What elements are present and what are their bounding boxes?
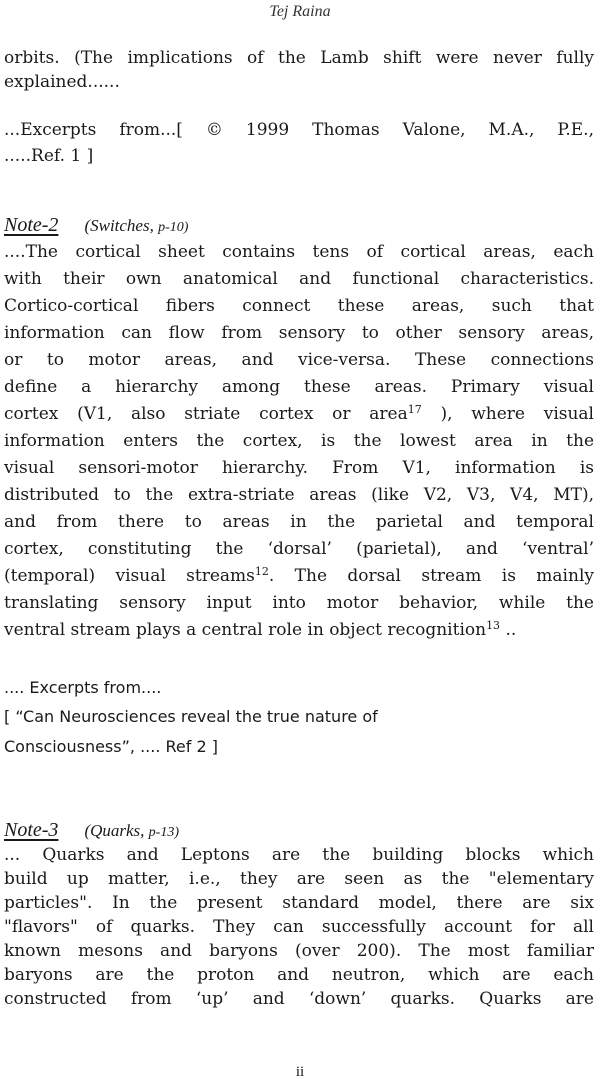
- running-header: Tej Raina: [269, 3, 331, 20]
- footnote-marker-17: 17: [407, 403, 422, 416]
- note-2-line-text: cortex (V1, also striate cortex or area: [4, 404, 408, 424]
- note-2-line: and from there to areas in the parietal and temporal: [4, 512, 594, 532]
- note-2-line: Cortico-cortical fibers connect these areas, such that: [4, 296, 594, 316]
- note-3-heading: [4, 817, 179, 846]
- note-3-label: Note-3: [4, 819, 59, 841]
- note-2-line-tail: . The dorsal stream is mainly: [268, 566, 594, 586]
- note-2-excerpt-line: .... Excerpts from....: [4, 678, 162, 697]
- note-2-line: information can flow from sensory to other sensory areas,: [4, 323, 594, 343]
- note-2-line: with their own anatomical and functional characteristics.: [4, 269, 594, 289]
- note-3-line: baryons are the proton and neutron, which are each: [4, 965, 594, 985]
- note-2-line: [4, 618, 594, 642]
- note-2-label: Note-2: [4, 214, 59, 236]
- intro-excerpt-line-2: .....Ref. 1 ]: [4, 146, 94, 166]
- intro-line-2: explained......: [4, 72, 120, 92]
- note-2-ref-word: (Switches,: [84, 216, 159, 235]
- page-number: ii: [295, 1064, 305, 1080]
- note-3-line: build up matter, i.e., they are seen as the "elementary: [4, 869, 594, 889]
- note-3-line: constructed from ‘up’ and ‘down’ quarks. Quarks are: [4, 989, 594, 1009]
- note-2-line: or to motor areas, and vice-versa. These connections: [4, 350, 594, 370]
- note-3-ref-word: (Quarks,: [84, 821, 149, 840]
- intro-line-1: orbits. (The implications of the Lamb shift were never fully: [4, 48, 594, 68]
- note-2-reference: [84, 216, 188, 235]
- note-2-ref-page: p-10): [158, 220, 189, 235]
- note-2-line-text: (temporal) visual streams: [4, 566, 255, 586]
- note-3-line: particles". In the present standard model, there are six: [4, 893, 594, 913]
- intro-excerpt-line-1: ...Excerpts from...[ © 1999 Thomas Valone, M.A., P.E.,: [4, 120, 594, 140]
- note-2-line-text: ventral stream plays a central role in object recognition: [4, 620, 487, 640]
- note-2-line-tail: ..: [500, 620, 517, 640]
- note-2-excerpt-line: Consciousness”, .... Ref 2 ]: [4, 737, 218, 756]
- note-3-line: known mesons and baryons (over 200). The most familiar: [4, 941, 594, 961]
- note-3-ref-page: p-13): [148, 825, 179, 840]
- note-2-line: cortex, constituting the ‘dorsal’ (parietal), and ‘ventral’: [4, 539, 594, 559]
- note-2-line-tail: ), where visual: [421, 404, 594, 424]
- footnote-marker-13: 13: [486, 619, 501, 632]
- note-3-line: ... Quarks and Leptons are the building blocks which: [4, 845, 594, 865]
- footnote-marker-12: 12: [254, 565, 269, 578]
- note-2-line: define a hierarchy among these areas. Primary visual: [4, 377, 594, 397]
- note-2-line: [4, 564, 594, 588]
- note-2-line: ....The cortical sheet contains tens of cortical areas, each: [4, 242, 594, 262]
- note-2-line: [4, 402, 594, 426]
- note-2-line: distributed to the extra-striate areas (like V2, V3, V4, MT),: [4, 485, 594, 505]
- note-2-line: visual sensori-motor hierarchy. From V1, information is: [4, 458, 594, 478]
- note-3-reference: [84, 821, 179, 840]
- note-2-excerpt-line: [ “Can Neurosciences reveal the true nature of: [4, 707, 378, 726]
- note-3-line: "flavors" of quarks. They can successfully account for all: [4, 917, 594, 937]
- note-2-line: translating sensory input into motor behavior, while the: [4, 593, 594, 613]
- note-2-line: information enters the cortex, is the lowest area in the: [4, 431, 594, 451]
- note-2-heading: [4, 212, 188, 241]
